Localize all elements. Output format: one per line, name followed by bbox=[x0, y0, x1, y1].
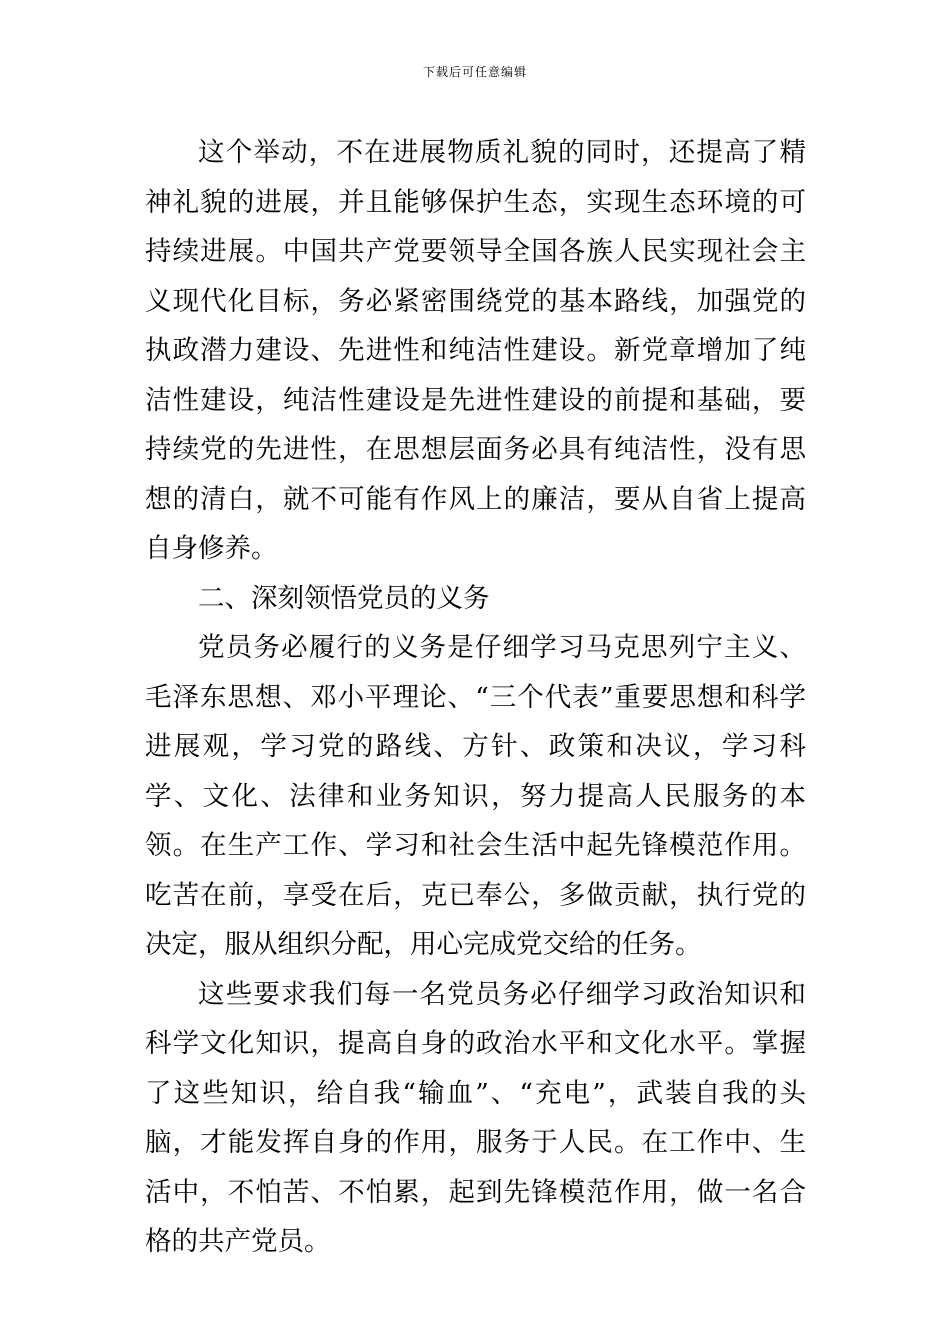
paragraph-1: 这个举动，不在进展物质礼貌的同时，还提高了精神礼貌的进展，并且能够保护生态，实现生态环境的可持续进展。中国共产党要领导全国各族人民实现社会主义现代化目标，务必紧密围绕党的基本路线，加强党的执政潜力建设、先进性和纯洁性建设。新党章增加了纯洁性建设，纯洁性建设是先进性建设的前提和基础，要持续党的先进性，在思想层面务必具有纯洁性，没有思想的清白，就不可能有作风上的廉洁，要从自省上提高自身修养。 bbox=[145, 137, 806, 564]
document-body bbox=[145, 128, 806, 1267]
section-heading: 二、深刻领悟党员的义务 bbox=[198, 582, 490, 614]
paragraph-3: 这些要求我们每一名党员务必仔细学习政治知识和科学文化知识，提高自身的政治水平和文化水平。掌握了这些知识，给自我“输血”、“充电”，武装自我的头脑，才能发挥自身的作用，服务于人民。在工作中、生活中，不怕苦、不怕累，起到先锋模范作用，做一名合格的共产党员。 bbox=[145, 978, 806, 1257]
page-header-note: 下载后可任意编辑 bbox=[422, 65, 527, 79]
paragraph-2: 党员务必履行的义务是仔细学习马克思列宁主义、毛泽东思想、邓小平理论、“三个代表”重要思想和科学进展观，学习党的路线、方针、政策和决议，学习科学、文化、法律和业务知识，努力提高人民服务的本领。在生产工作、学习和社会生活中起先锋模范作用。吃苦在前，享受在后，克已奉公，多做贡献，执行党的决定，服从组织分配，用心完成党交给的任务。 bbox=[145, 632, 806, 960]
